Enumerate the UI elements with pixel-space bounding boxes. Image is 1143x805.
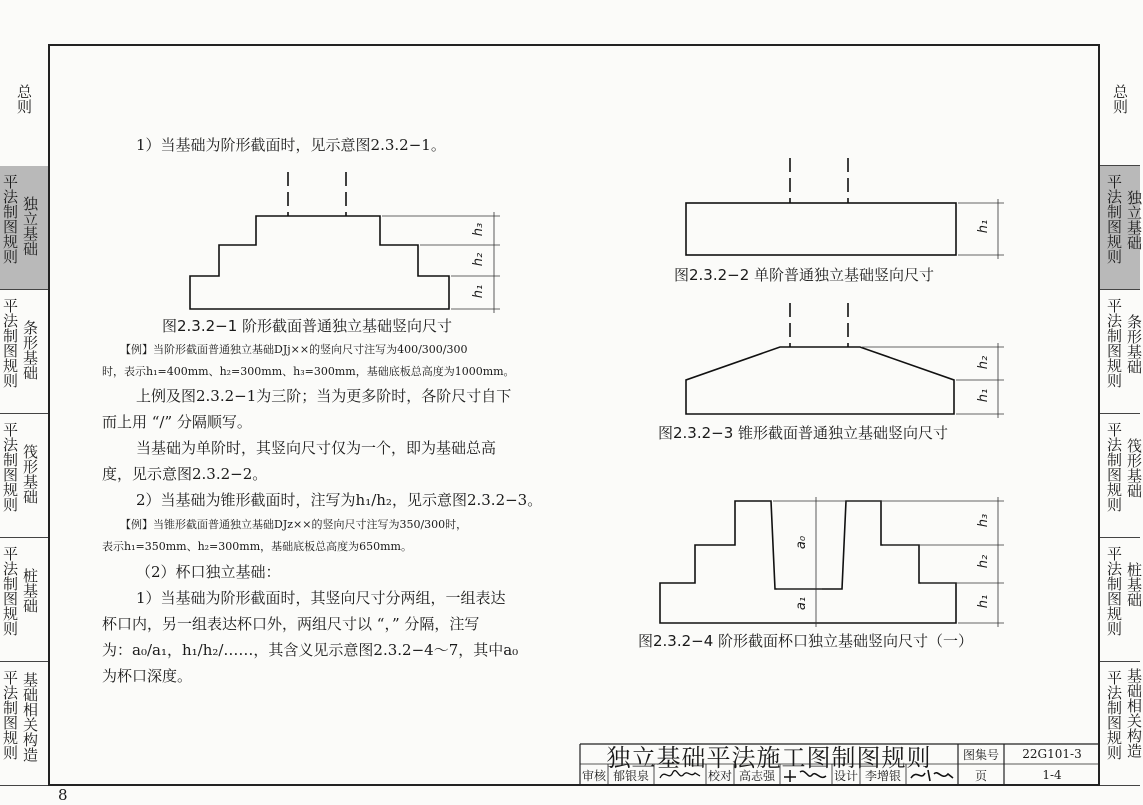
drawing-title: 独立基础平法施工图制图规则 <box>606 743 932 772</box>
example-2-line-2: 表示h₁=350mm、h₂=300mm，基础底板总高度为650mm。 <box>102 540 412 553</box>
figure-2-caption: 图2.3.2−2 单阶普通独立基础竖向尺寸 <box>674 266 935 284</box>
left-nav-label: 平法制图规则 <box>1 422 19 512</box>
paragraph-6-line-2: 杯口内，另一组表达杯口外，两组尺寸以 “，” 分隔，注写 <box>102 615 480 633</box>
reviewer-name: 郁银泉 <box>612 768 649 783</box>
paragraph-6-line-3: 为：a₀/a₁，h₁/h₂/……，其含义见示意图2.3.2−4～7，其中a₀ <box>102 641 519 659</box>
example-2-line-1: 【例】当锥形截面普通独立基础DJz××的竖向尺寸注写为350/300时， <box>120 518 468 531</box>
dim-h3-fig4: h₃ <box>976 513 992 528</box>
example-1-line-1: 【例】当阶形截面普通独立基础DJj××的竖向尺寸注写为400/300/300 <box>120 343 468 356</box>
paragraph-5: （2）杯口独立基础： <box>136 563 281 581</box>
designer-signature <box>906 764 958 786</box>
dim-h1-fig2: h₁ <box>976 219 992 234</box>
left-nav-label: 平法制图规则 <box>1 546 19 636</box>
dim-h2-fig4: h₂ <box>976 554 992 569</box>
left-nav-label: 平法制图规则 <box>1 298 19 388</box>
figure-3-caption: 图2.3.2−3 锥形截面普通独立基础竖向尺寸 <box>658 424 949 442</box>
dim-h2-fig1: h₂ <box>471 252 487 267</box>
dim-h1-fig3: h₁ <box>976 388 992 403</box>
left-nav-label: 平法制图规则 <box>1 174 19 264</box>
check-label: 校对 <box>707 768 732 783</box>
paragraph-3-line-2: 度，见示意图2.3.2−2。 <box>102 465 268 483</box>
paragraph-4: 2）当基础为锥形截面时，注写为h₁/h₂，见示意图2.3.2−3。 <box>136 491 543 509</box>
left-nav-sublabel: 基础相关构造 <box>21 672 39 762</box>
designer-name: 李增银 <box>864 768 901 783</box>
page-number: 8 <box>58 786 68 804</box>
left-nav-sublabel: 桩基础 <box>21 568 39 613</box>
paragraph-6-line-1: 1）当基础为阶形截面时，其竖向尺寸分两组，一组表达 <box>136 589 506 607</box>
page-code: 1-4 <box>1042 768 1062 782</box>
right-nav-label: 平法制图规则 <box>1105 670 1123 760</box>
right-nav-label: 平法制图规则 <box>1105 174 1123 264</box>
left-nav-sublabel: 条形基础 <box>21 320 39 380</box>
atlas-label: 图集号 <box>962 747 999 762</box>
review-label: 审核 <box>581 768 606 783</box>
example-1-line-2: 时，表示h₁=400mm、h₂=300mm、h₃=300mm，基础底板总高度为1000mm。 <box>102 365 515 378</box>
right-nav-sublabel: 桩基础 <box>1125 562 1143 607</box>
right-nav-sublabel: 条形基础 <box>1125 314 1143 374</box>
left-nav-sublabel: 筏形基础 <box>21 444 39 504</box>
dim-h2-fig3: h₂ <box>976 355 992 370</box>
dim-a1-fig4: a₁ <box>794 596 810 611</box>
checker-signature <box>780 764 832 786</box>
right-nav-label: 平法制图规则 <box>1105 422 1123 512</box>
page-label: 页 <box>974 768 987 783</box>
figure-1-caption: 图2.3.2−1 阶形截面普通独立基础竖向尺寸 <box>162 317 453 335</box>
paragraph-3-line-1: 当基础为单阶时，其竖向尺寸仅为一个，即为基础总高 <box>136 439 497 457</box>
checker-name: 高志强 <box>738 768 775 783</box>
reviewer-signature <box>654 764 706 786</box>
right-nav-general-label: 总则 <box>1111 84 1129 114</box>
paragraph-2-line-2: 而上用 “/” 分隔顺写。 <box>102 413 252 431</box>
left-nav-sublabel: 独立基础 <box>21 196 39 256</box>
dim-h3-fig1: h₃ <box>471 222 487 237</box>
design-label: 设计 <box>833 768 858 783</box>
dim-h1-fig4: h₁ <box>976 594 992 609</box>
paragraph-2-line-1: 上例及图2.3.2−1为三阶；当为更多阶时，各阶尺寸自下 <box>136 387 512 405</box>
paragraph-6-line-4: 为杯口深度。 <box>102 667 193 685</box>
figure-4-caption: 图2.3.2−4 阶形截面杯口独立基础竖向尺寸（一） <box>638 632 974 650</box>
right-nav-sublabel: 筏形基础 <box>1125 438 1143 498</box>
right-nav-label: 平法制图规则 <box>1105 546 1123 636</box>
right-nav-sublabel: 独立基础 <box>1125 190 1143 250</box>
left-nav-general-label: 总则 <box>15 84 33 114</box>
atlas-number: 22G101-3 <box>1022 747 1082 761</box>
right-nav-sublabel: 基础相关构造 <box>1125 668 1143 758</box>
dim-h1-fig1: h₁ <box>471 284 487 299</box>
paragraph-1: 1）当基础为阶形截面时，见示意图2.3.2−1。 <box>136 136 446 154</box>
dim-a0-fig4: a₀ <box>794 535 810 550</box>
right-nav-label: 平法制图规则 <box>1105 298 1123 388</box>
left-nav-label: 平法制图规则 <box>1 670 19 760</box>
